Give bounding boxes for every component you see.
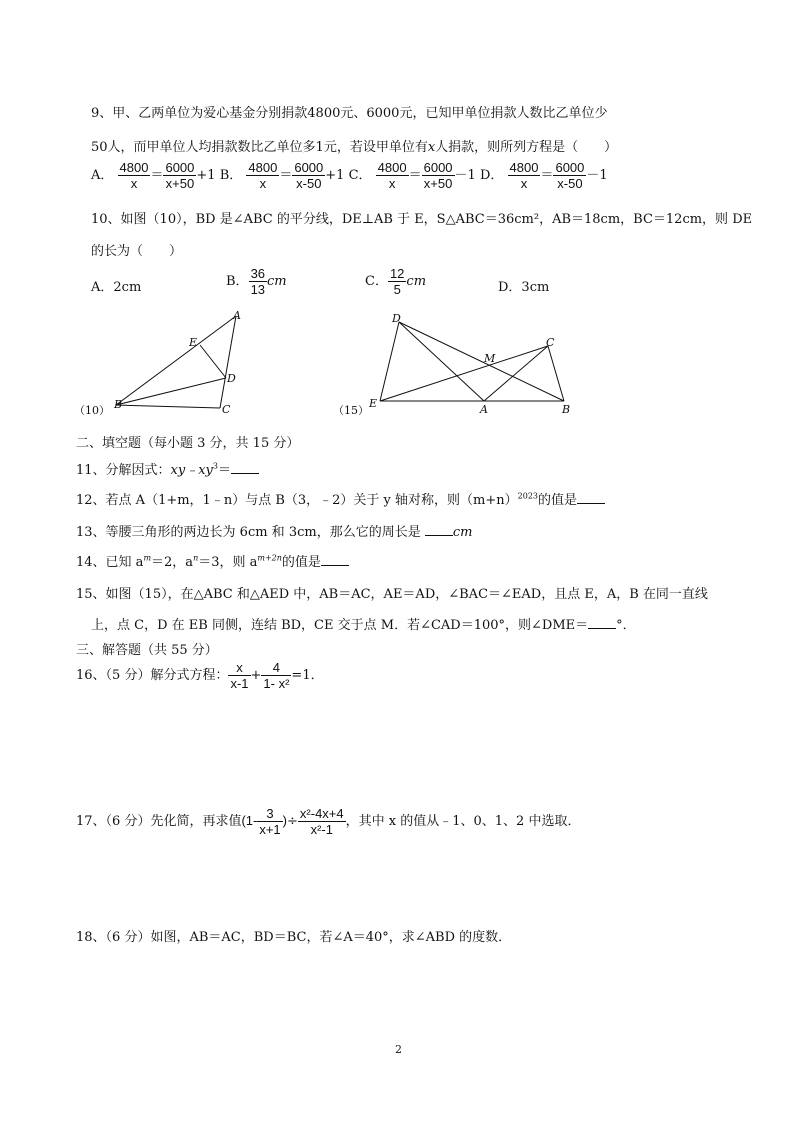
q15-line2: 上，点 C，D 在 EB 同侧，连结 BD，CE 交于点 M．若∠CAD＝100°，则∠DME＝ °． bbox=[91, 618, 636, 633]
fig15-caption: （15） bbox=[333, 404, 369, 417]
fig15-label-a: A bbox=[480, 403, 488, 416]
q9-option-b: B． $\frac{4800}{x}$ ＝ $\frac{6000}{x-50}$ +1 bbox=[219, 160, 345, 191]
q9-option-d: D． $\frac{4800}{x}$ ＝ $\frac{6000}{x-50}$ －1 bbox=[479, 160, 608, 191]
fig15-label-b: B bbox=[562, 403, 571, 416]
figure-10 bbox=[70, 308, 260, 423]
q17: 17、（6 分）先化简，再求值(1- $\frac{3}{x+1}$ )÷ $\frac{\text{x²-4x+4}}{\text{x²-1}}$ ，其中 x 的值从﹣1、0、1、2 中选取． bbox=[76, 806, 581, 837]
q10-line2: 的长为（ ） bbox=[91, 244, 183, 259]
section-2-heading: 二、填空题（每小题 3 分，共 15 分） bbox=[76, 436, 300, 451]
q11: 11、分解因式：$xy﹣xy^3=$ bbox=[76, 459, 259, 478]
fig15-label-c: C bbox=[546, 336, 555, 349]
q16: 16、（5 分）解分式方程： $\frac{x}{x-1}$ + $\frac{4}{\text{1- x²}}$ =1． bbox=[76, 660, 324, 691]
fig10-label-b: B bbox=[114, 398, 123, 411]
fig10-label-e: E bbox=[189, 336, 198, 349]
q9-line1: 9、甲、乙两单位为爱心基金分别捐款4800元、6000元，已知甲单位捐款人数比乙单位少 bbox=[91, 106, 608, 121]
q13: 13、等腰三角形的两边长为 6cm 和 3cm，那么它的周长是 cm bbox=[76, 525, 473, 540]
q13-answer-blank[interactable] bbox=[425, 523, 453, 536]
q12: 12、若点 A（1+m，1﹣n）与点 B（3，﹣2）关于 y 轴对称，则$(m+n)^{2023}$的值是 bbox=[76, 489, 605, 508]
figure-15 bbox=[332, 308, 582, 423]
q18: 18、（6 分）如图，AB＝AC，BD＝BC，若∠A＝40°，求∠ABD 的度数． bbox=[76, 930, 512, 945]
q9-options bbox=[91, 160, 608, 191]
fig10-caption: （10） bbox=[74, 404, 110, 417]
fig10-label-d: D bbox=[227, 372, 236, 385]
q9-option-a: A． $\frac{4800}{x}$ ＝ $\frac{6000}{x+50}$ +1 bbox=[91, 160, 216, 191]
q10-option-a: A．2cm bbox=[91, 280, 142, 295]
page-number: 2 bbox=[395, 1043, 402, 1056]
fig10-label-c: C bbox=[222, 403, 231, 416]
q10-option-b: B． $\frac{36}{13}$ cm bbox=[226, 266, 287, 297]
q10-line1: 10、如图（10），BD 是∠ABC 的平分线，DE⊥AB 于 E，S△ABC＝36cm²，AB＝18cm，BC＝12cm，则 DE bbox=[91, 212, 753, 227]
q15-line1: 15、如图（15），在△ABC 和△AED 中，AB＝AC，AE＝AD，∠BAC＝∠EAD，且点 E，A，B 在同一直线 bbox=[76, 587, 708, 602]
q14-answer-blank[interactable] bbox=[321, 553, 349, 566]
q11-answer-blank[interactable] bbox=[231, 461, 259, 474]
fig15-label-m: M bbox=[484, 352, 496, 365]
fig10-label-a: A bbox=[233, 309, 241, 322]
q14: 14、已知 $a^m=2$，$a^n=3$，则 $a^{m+2n}$的值是 bbox=[76, 551, 349, 570]
q15-answer-blank[interactable] bbox=[588, 616, 616, 629]
q9-line2: 50人，而甲单位人均捐款数比乙单位多1元，若设甲单位有x人捐款，则所列方程是（ ） bbox=[91, 140, 618, 155]
section-3-heading: 三、解答题（共 55 分） bbox=[76, 643, 218, 658]
q12-answer-blank[interactable] bbox=[577, 491, 605, 504]
q10-option-d: D．3cm bbox=[498, 280, 550, 295]
fig15-label-e: E bbox=[369, 397, 378, 410]
fig15-label-d: D bbox=[392, 312, 401, 325]
q9-option-c: C． $\frac{4800}{x}$ ＝ $\frac{6000}{x+50}$ －1 bbox=[348, 160, 476, 191]
q10-option-c: C． $\frac{12}{5}$ cm bbox=[365, 266, 427, 297]
